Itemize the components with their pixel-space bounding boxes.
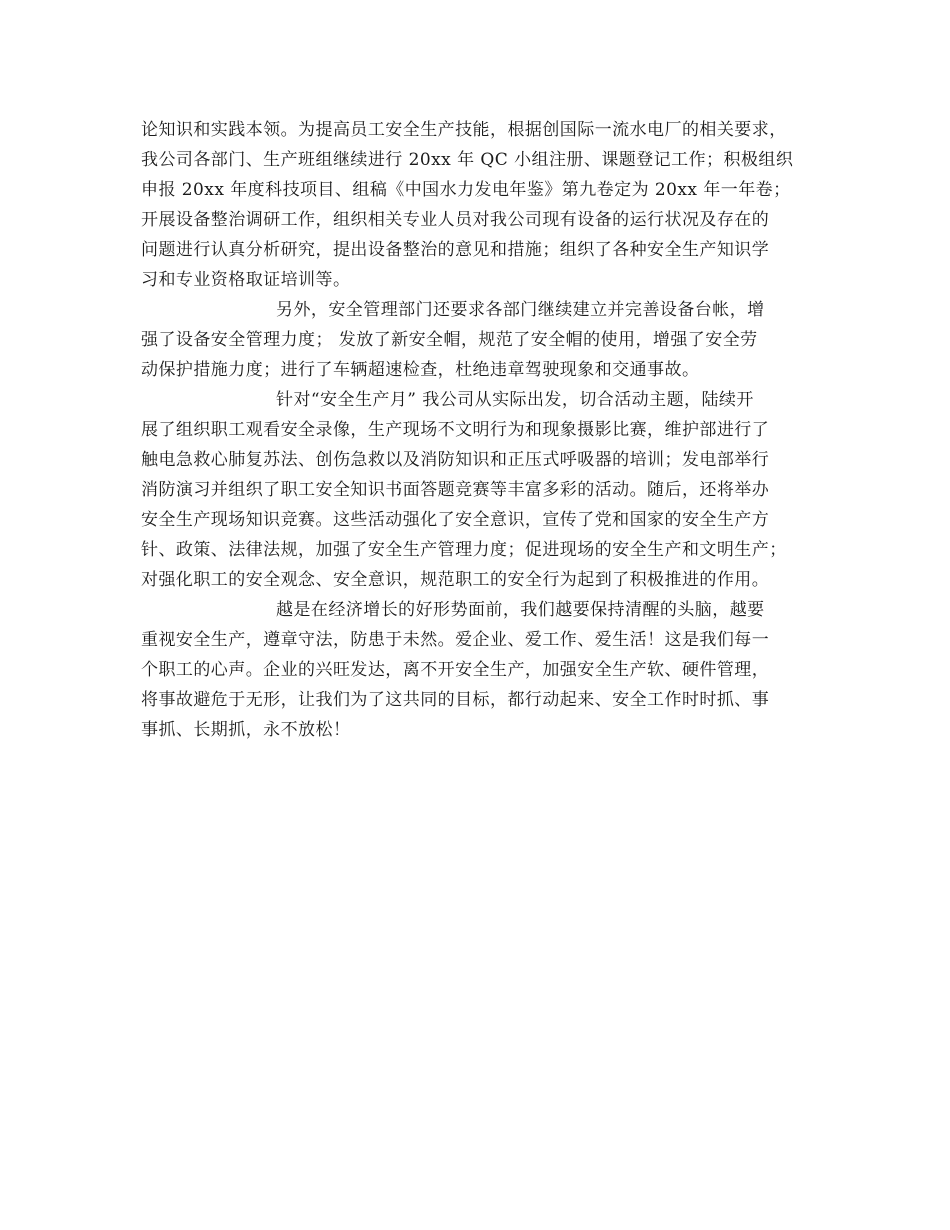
text-line: 问题进行认真分析研究，提出设备整治的意见和措施；组织了各种安全生产知识学 bbox=[141, 240, 770, 260]
text-line: 申报 20xx 年度科技项目、组稿《中国水力发电年鉴》第九卷定为 20xx 年一年卷； bbox=[141, 180, 791, 200]
text-line: 对强化职工的安全观念、安全意识，规范职工的安全行为起到了积极推进的作用。 bbox=[141, 570, 770, 590]
text-line: 触电急救心肺复苏法、创伤急救以及消防知识和正压式呼吸器的培训；发电部举行 bbox=[141, 450, 770, 470]
paragraph-4 bbox=[141, 595, 821, 745]
text-line-indented: 针对“安全生产月” 我公司从实际出发，切合活动主题，陆续开 bbox=[276, 390, 754, 410]
text-line: 动保护措施力度；进行了车辆超速检查，杜绝违章驾驶现象和交通事故。 bbox=[141, 360, 700, 380]
text-line: 安全生产现场知识竞赛。这些活动强化了安全意识，宣传了党和国家的安全生产方 bbox=[141, 510, 770, 530]
paragraph-2 bbox=[141, 295, 821, 385]
text-line: 针、政策、法律法规，加强了安全生产管理力度；促进现场的安全生产和文明生产； bbox=[141, 540, 787, 560]
text-line-indented: 另外，安全管理部门还要求各部门继续建立并完善设备台帐，增 bbox=[276, 300, 765, 320]
text-line: 个职工的心声。企业的兴旺发达，离不开安全生产，加强安全生产软、硬件管理， bbox=[141, 660, 770, 680]
paragraph-3 bbox=[141, 385, 821, 595]
paragraph-1 bbox=[141, 115, 821, 295]
document-body bbox=[141, 115, 821, 745]
text-line: 消防演习并组织了职工安全知识书面答题竞赛等丰富多彩的活动。随后，还将举办 bbox=[141, 480, 770, 500]
text-line: 习和专业资格取证培训等。 bbox=[141, 270, 351, 290]
text-line: 开展设备整治调研工作，组织相关专业人员对我公司现有设备的运行状况及存在的 bbox=[141, 210, 770, 230]
text-line: 我公司各部门、生产班组继续进行 20xx 年 QC 小组注册、课题登记工作；积极组织 bbox=[141, 150, 794, 170]
text-line: 论知识和实践本领。为提高员工安全生产技能，根据创国际一流水电厂的相关要求， bbox=[141, 120, 787, 140]
text-line-indented: 越是在经济增长的好形势面前，我们越要保持清醒的头脑，越要 bbox=[276, 600, 765, 620]
text-line: 将事故避危于无形，让我们为了这共同的目标，都行动起来、安全工作时时抓、事 bbox=[141, 690, 770, 710]
text-line: 事抓、长期抓，永不放松！ bbox=[141, 720, 351, 740]
text-line: 重视安全生产，遵章守法，防患于未然。爱企业、爱工作、爱生活！这是我们每一 bbox=[141, 630, 770, 650]
text-line: 展了组织职工观看安全录像，生产现场不文明行为和现象摄影比赛，维护部进行了 bbox=[141, 420, 770, 440]
text-line: 强了设备安全管理力度； 发放了新安全帽，规范了安全帽的使用，增强了安全劳 bbox=[141, 330, 758, 350]
